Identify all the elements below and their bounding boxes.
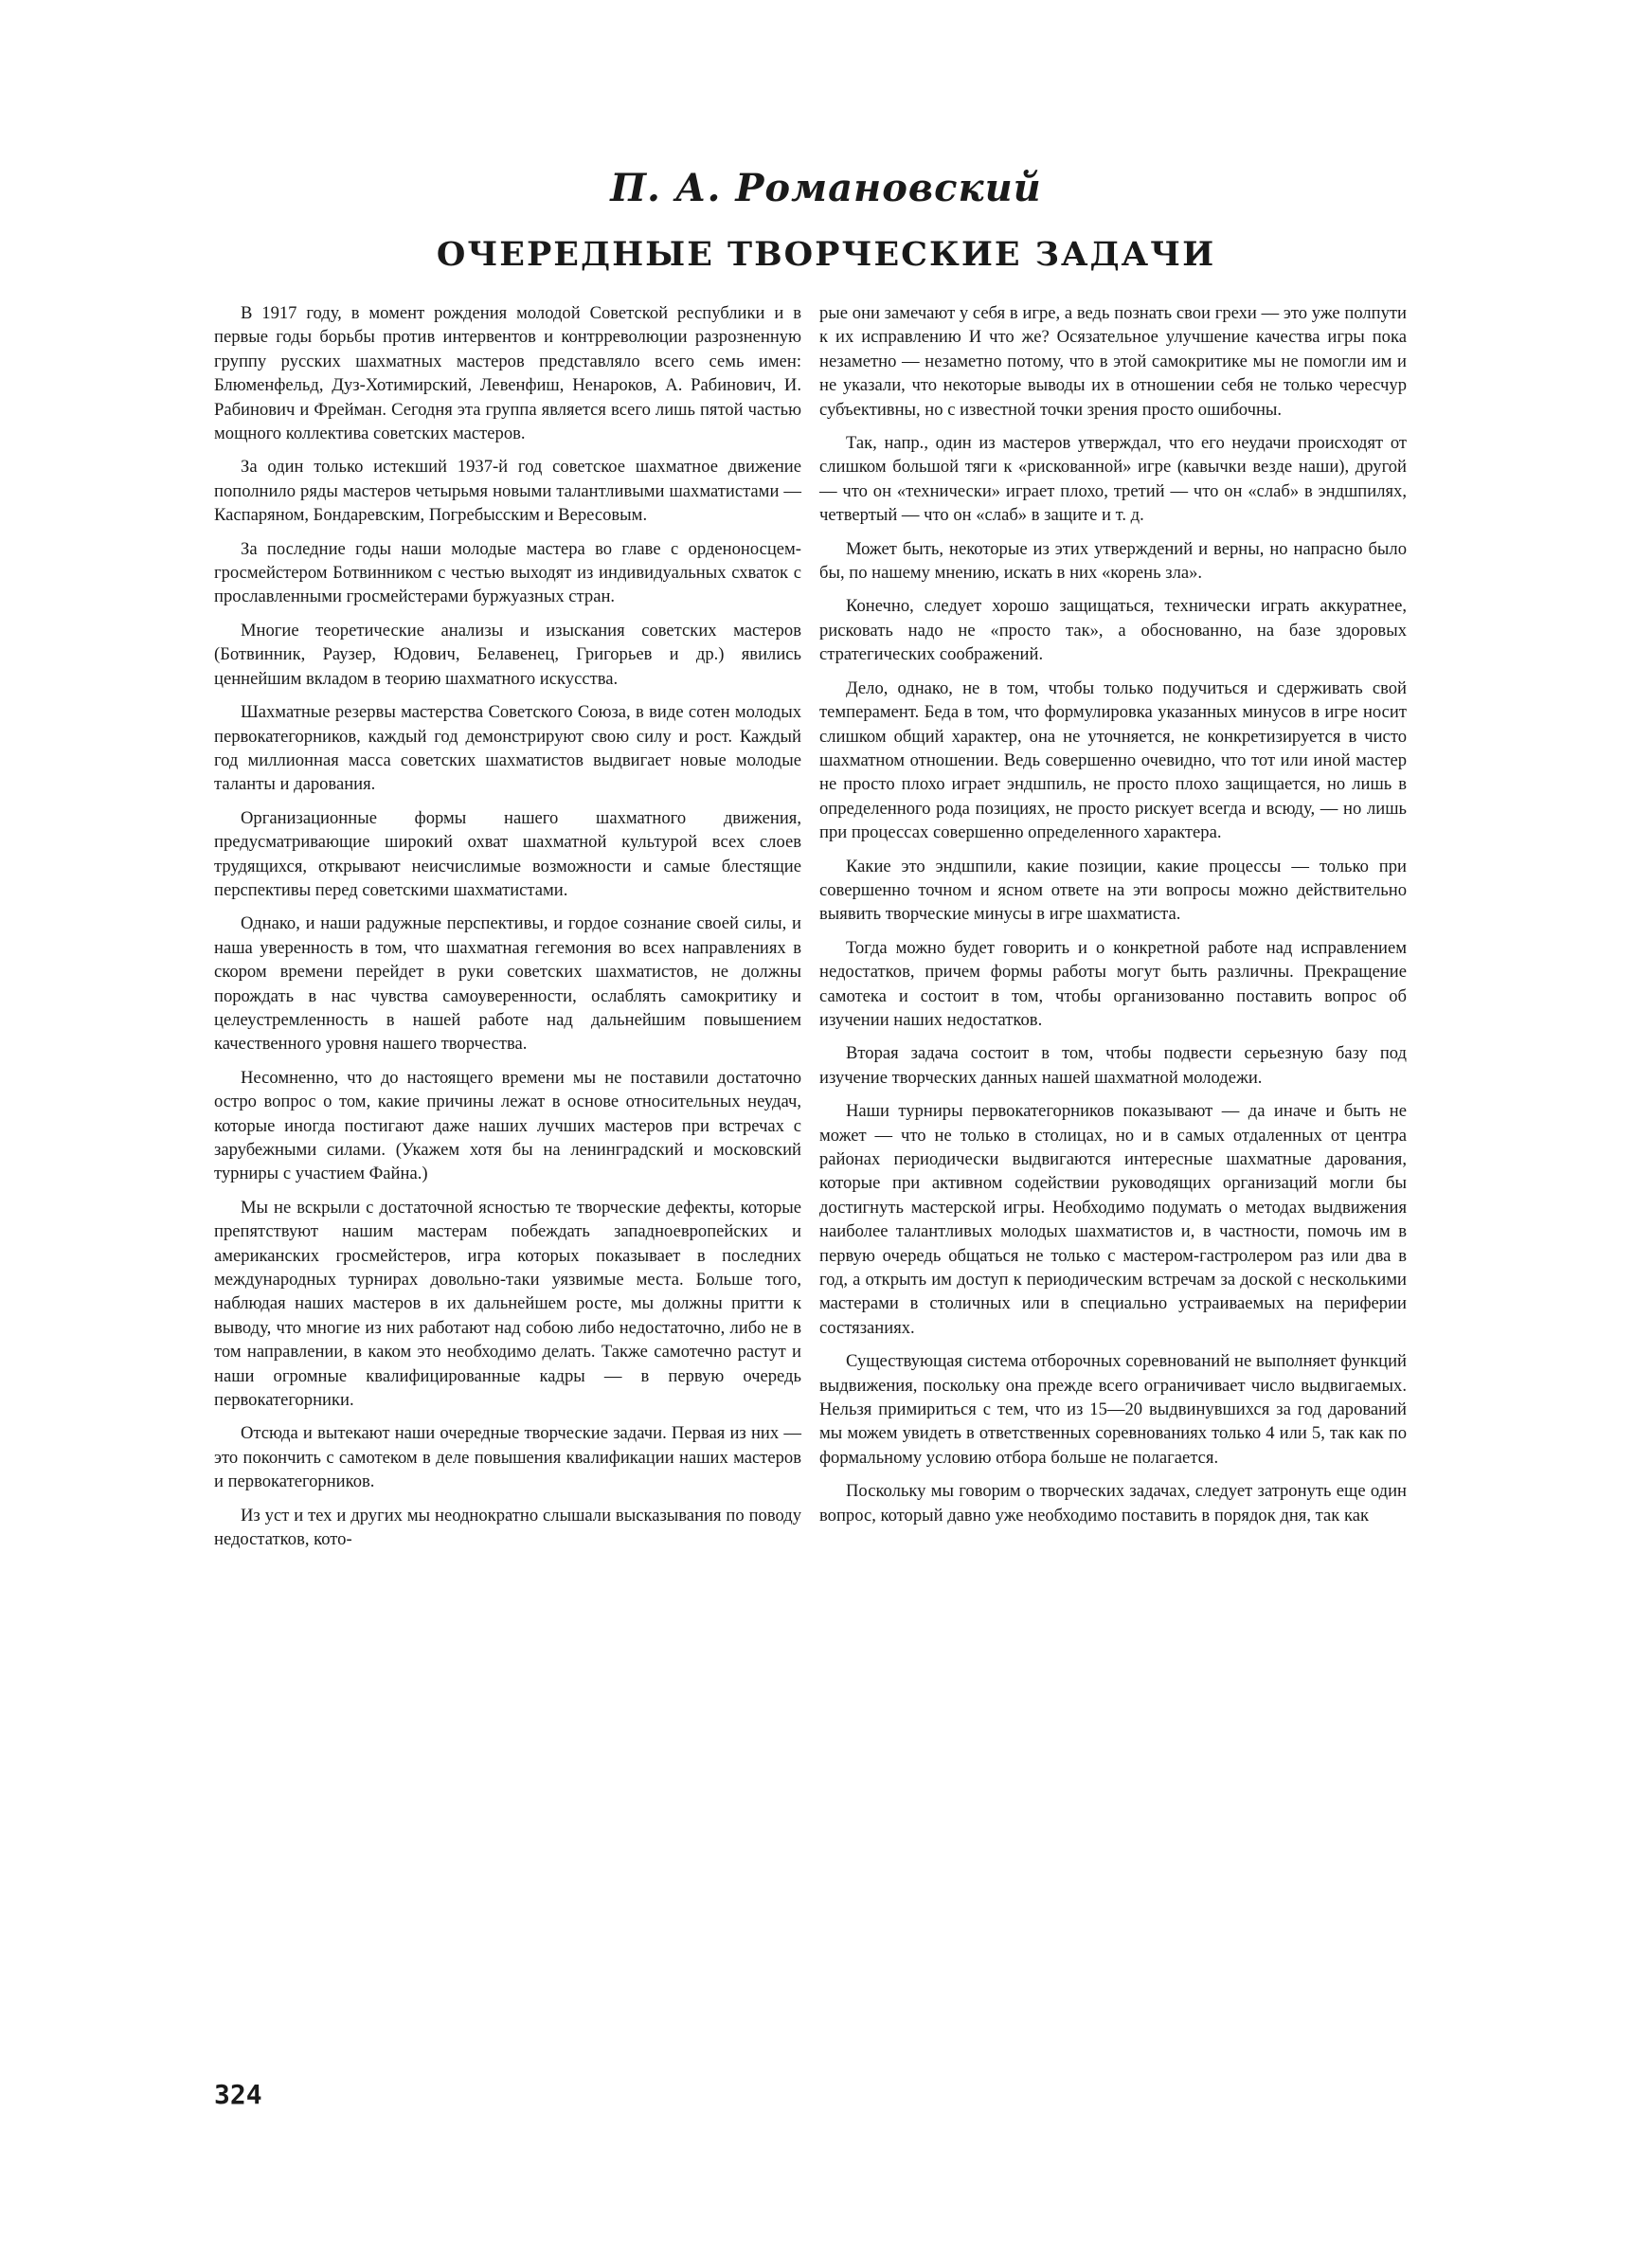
paragraph: Дело, однако, не в том, чтобы только подучиться и сдерживать свой темперамент. Беда в том, что формулировка указанных минусов в игре носит слишком общий характер, она не уточняется, не конкретизируется в чисто шахматном отношении. Ведь совершенно очевидно, что тот или иной мастер не просто плохо играет эндшпиль, не просто плохо защищается, но лишь в определенного рода позициях, не просто рискует всегда и всюду, — но лишь при процессах совершенно определенного характера.	[819, 677, 1407, 843]
paragraph: Конечно, следует хорошо защищаться, технически играть аккуратнее, рисковать надо не «просто так», а обоснованно, на базе здоровых стратегических соображений.	[819, 596, 1407, 665]
paragraph: Шахматные резервы мастерства Советского Союза, в виде сотен молодых первокатегорников, каждый год демонстрируют свою силу и рост. Каждый год миллионная масса советских шахматистов выдвигает новые молодые таланты и дарования.	[214, 702, 801, 795]
author-name: П. А. Романовский	[610, 166, 1042, 210]
paragraph: Организационные формы нашего шахматного движения, предусматривающие широкий охват шахматной культурой всех слоев трудящихся, открывают неисчислимые возможности и самые блестящие перспективы перед советскими шахматистами.	[214, 807, 801, 900]
article-title: ОЧЕРЕДНЫЕ ТВОРЧЕСКИЕ ЗАДАЧИ	[436, 235, 1216, 274]
paragraph: Несомненно, что до настоящего времени мы не поставили достаточно остро вопрос о том, какие причины лежат в основе относительных неудач, которые иногда постигают даже наших лучших мастеров при встречах с зарубежными силами. (Укажем хотя бы на ленинградский и московский турниры с участием Файна.)	[214, 1067, 801, 1184]
paragraph: Наши турниры первокатегорников показывают — да иначе и быть не может — что не только в столицах, но и в самых отдаленных от центра районах периодически выдвигаются интересные шахматные дарования, которые при активном содействии руководящих организаций могли бы достигнуть мастерской игры. Необходимо подумать о методах выдвижения наиболее талантливых молодых шахматистов и, в частности, помочь им в первую очередь общаться не только с мастером-гастролером раз или два в год, а открыть им доступ к периодическим встречам за доской с несколькими мастерами в столичных или в специально устраиваемых на периферии состязаниях.	[819, 1101, 1407, 1338]
paragraph: За один только истекший 1937-й год советское шахматное движение пополнило ряды мастеров четырьмя новыми талантливыми шахматистами — Каспаряном, Бондаревским, Погребысским и Вересовым.	[214, 457, 801, 526]
paragraph: Тогда можно будет говорить и о конкретной работе над исправлением недостатков, причем формы работы могут быть различны. Прекращение самотека и состоит в том, чтобы организованно поставить вопрос об изучении наших недостатков.	[819, 937, 1407, 1030]
paragraph: Поскольку мы говорим о творческих задачах, следует затронуть еще один вопрос, который давно уже необходимо поставить в порядок дня, так как	[819, 1481, 1407, 1526]
paragraph: Однако, и наши радужные перспективы, и гордое сознание своей силы, и наша уверенность в том, что шахматная гегемония во всех направлениях в скором времени перейдет в руки советских шахматистов, не должны порождать в нас чувства самоуверенности, ослаблять самокритику и целеустремленность в нашей работе над дальнейшим повышением качественного уровня нашего творчества.	[214, 913, 801, 1055]
paragraph: Вторая задача состоит в том, чтобы подвести серьезную базу под изучение творческих данных нашей шахматной молодежи.	[819, 1043, 1407, 1088]
paragraph: За последние годы наши молодые мастера во главе с орденоносцем-гросмейстером Ботвинником с честью выходят из индивидуальных схваток с прославленными гросмейстерами буржуазных стран.	[214, 538, 801, 607]
paragraph: Отсюда и вытекают наши очередные творческие задачи. Первая из них — это покончить с самотеком в деле повышения квалификации наших мастеров и первокатегорников.	[214, 1423, 801, 1492]
paragraph: В 1917 году, в момент рождения молодой Советской республики и в первые годы борьбы против интервентов и контрреволюции разрозненную группу русских шахматных мастеров представляло всего семь имен: Блюменфельд, Дуз-Хотимирский, Левенфиш, Ненароков, А. Рабинович, И. Рабинович и Фрейман. Сегодня эта группа является всего лишь пятой частью мощного коллектива советских мастеров.	[214, 303, 801, 444]
paragraph: Какие это эндшпили, какие позиции, какие процессы — только при совершенно точном и ясном ответе на эти вопросы можно действительно выявить творческие минусы в игре шахматиста.	[819, 856, 1407, 925]
paragraph: Из уст и тех и других мы неоднократно слышали высказывания по поводу недостатков, кото-	[214, 1505, 801, 1550]
paragraph: Многие теоретические анализы и изыскания советских мастеров (Ботвинник, Раузер, Юдович, Белавенец, Григорьев и др.) явились ценнейшим вкладом в теорию шахматного искусства.	[214, 620, 801, 689]
right-column	[819, 301, 1407, 1537]
paragraph: Может быть, некоторые из этих утверждений и верны, но напрасно было бы, по нашему мнению, искать в них «корень зла».	[819, 538, 1407, 584]
page-number: 324	[214, 2079, 262, 2110]
left-column	[214, 301, 801, 1562]
paragraph: Так, напр., один из мастеров утверждал, что его неудачи происходят от слишком большой тяги к «рискованной» игре (кавычки везде наши), другой — что он «технически» играет плохо, третий — что он «слаб» в эндшпилях, четвертый — что он «слаб» в защите и т. д.	[819, 433, 1407, 526]
paragraph: рые они замечают у себя в игре, а ведь познать свои грехи — это уже полпути к их исправлению И что же? Осязательное улучшение качества игры пока незаметно — незаметно потому, что в этой самокритике мы не помогли им и не указали, что некоторые выводы их в отношении себя не только чересчур субъективны, но с известной точки зрения просто ошибочны.	[819, 303, 1407, 420]
paragraph: Существующая система отборочных соревнований не выполняет функций выдвижения, поскольку она прежде всего ограничивает число выдвигаемых. Нельзя примириться с тем, что из 15—20 выдвинувшихся за год дарований мы можем увидеть в ответственных соревнованиях только 4 или 5, так как по формальному условию отбора больше не полагается.	[819, 1351, 1407, 1468]
paragraph: Мы не вскрыли с достаточной ясностью те творческие дефекты, которые препятствуют нашим мастерам побеждать западноевропейских и американских гросмейстеров, игра которых показывает в последних международных турнирах довольно-таки уязвимые места. Больше того, наблюдая наших мастеров в их дальнейшем росте, мы должны притти к выводу, что многие из них работают над собою либо недостаточно, либо не в том направлении, в каком это необходимо делать. Также самотечно растут и наши огромные квалифицированные кадры — в первую очередь первокатегорники.	[214, 1197, 801, 1411]
